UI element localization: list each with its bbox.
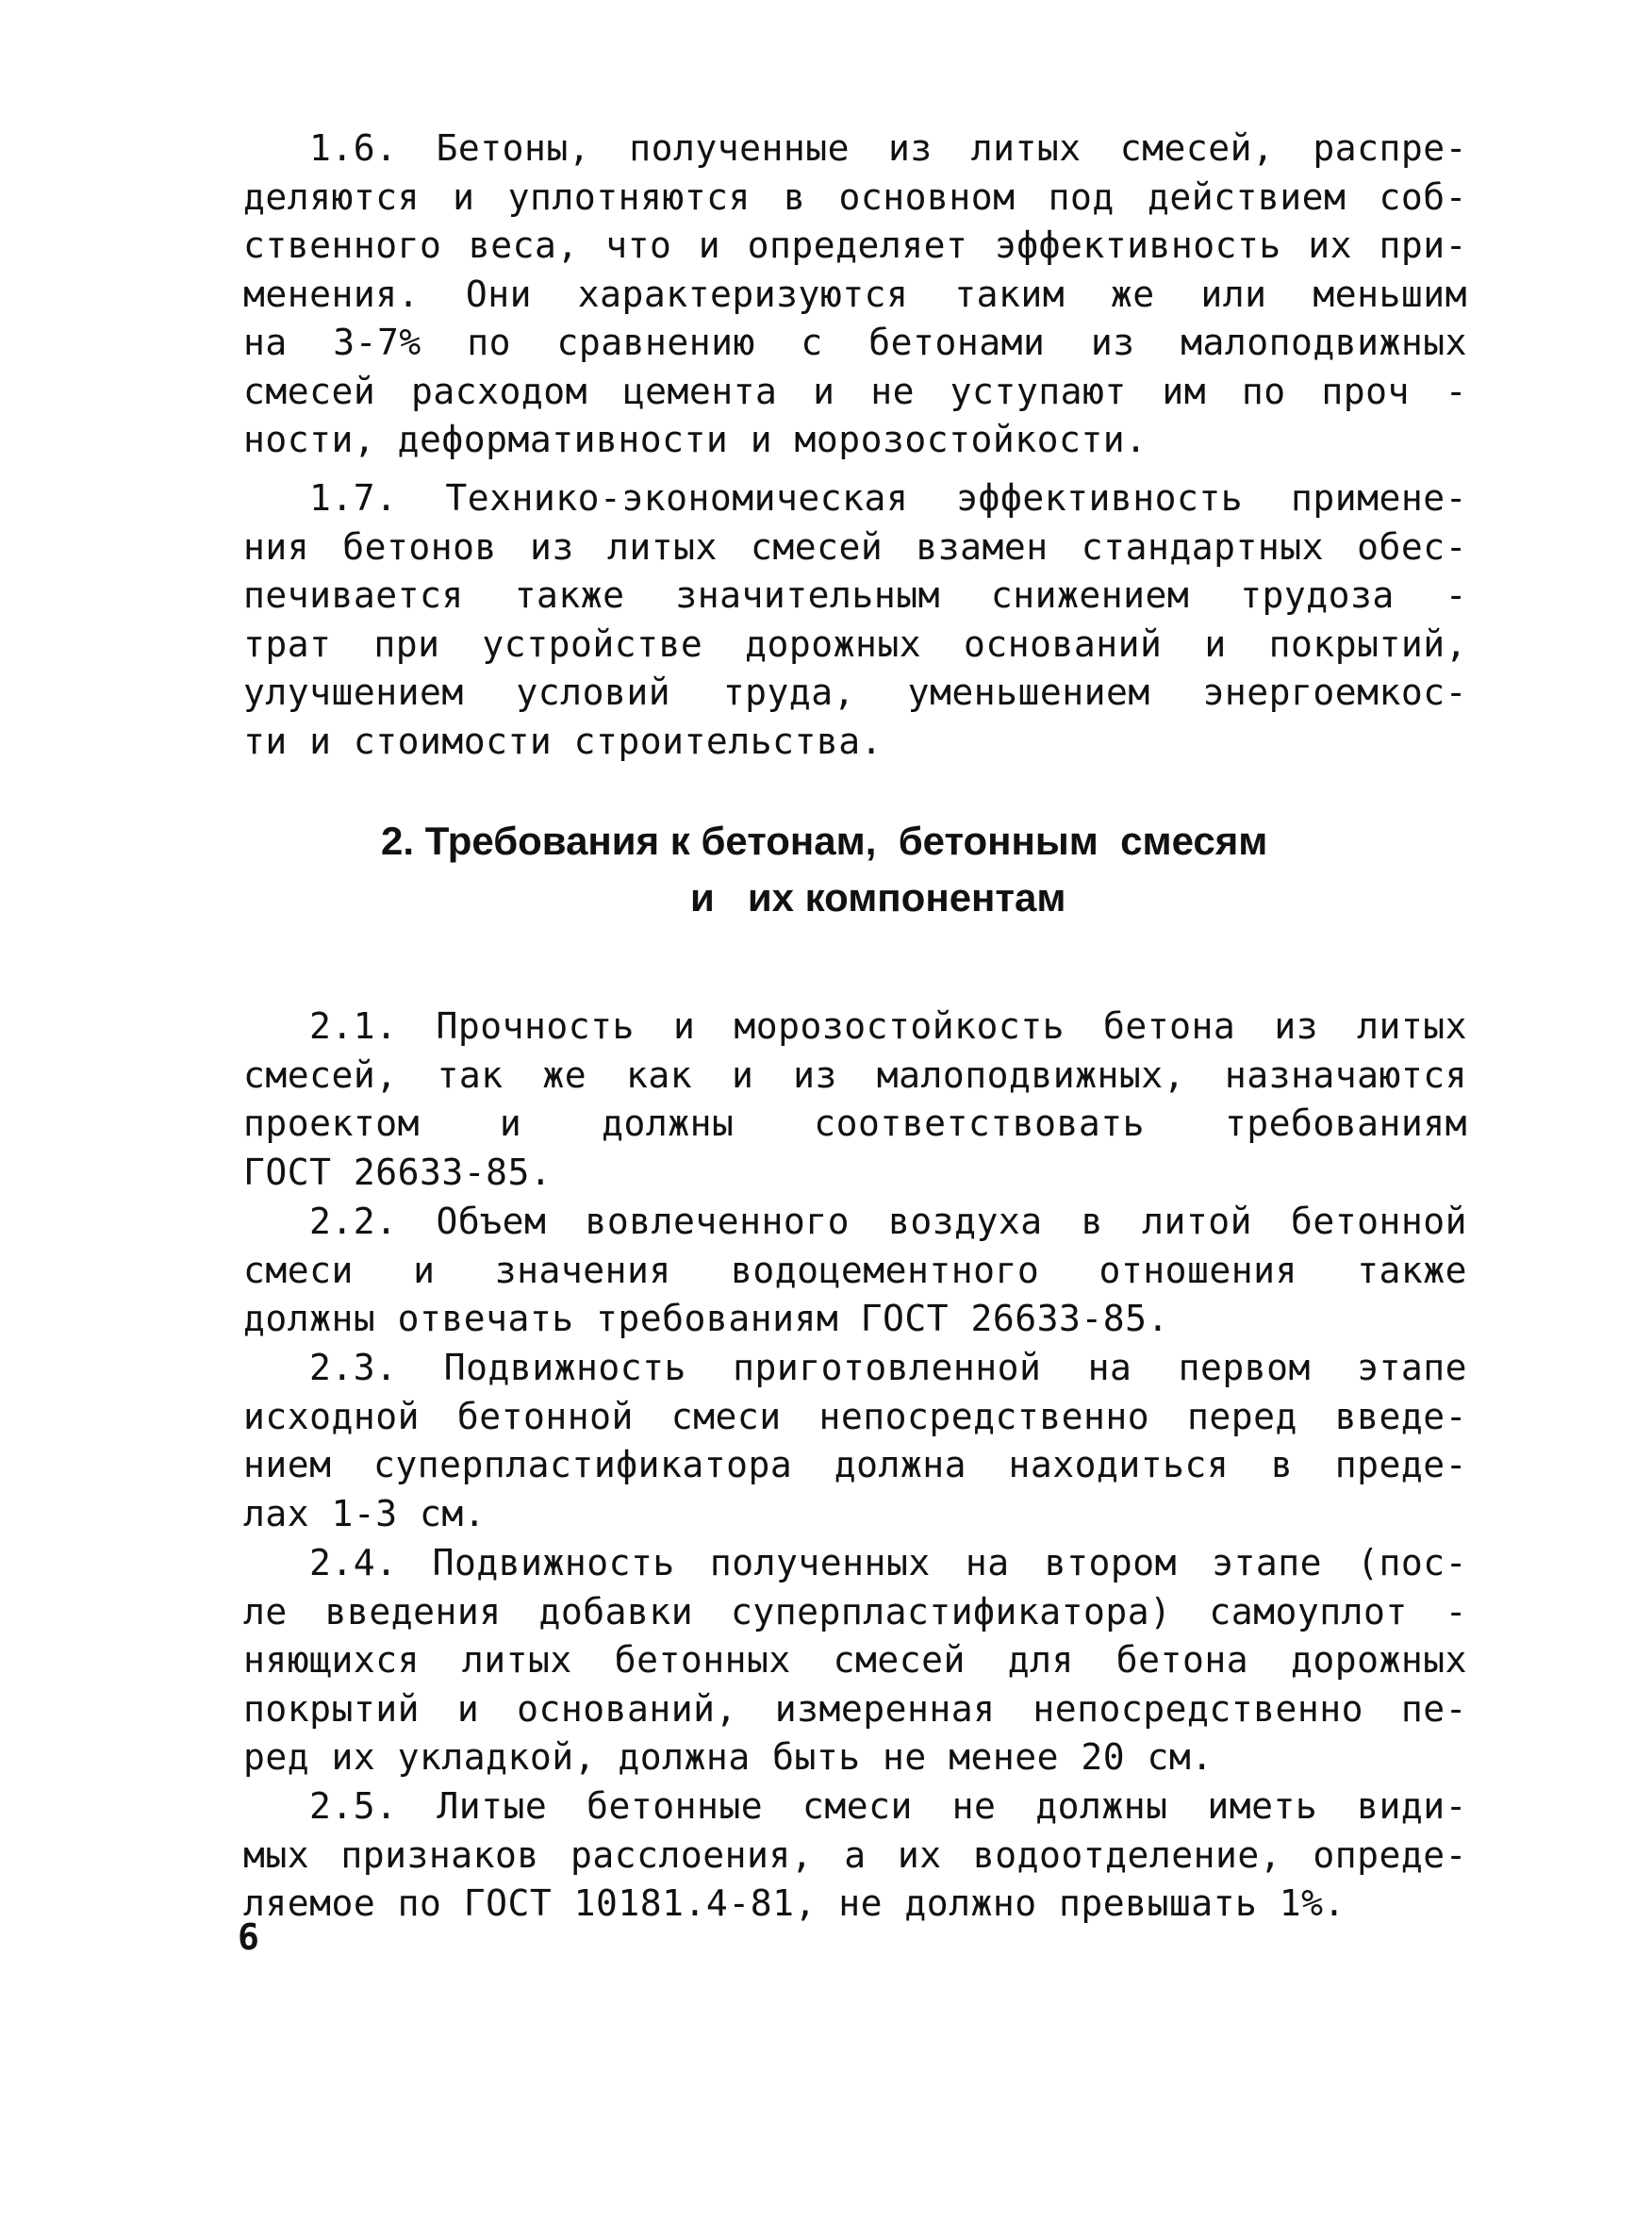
text-line: покрытий и оснований, измеренная непосредственно пе- [243,1687,1467,1730]
paragraph-2-1 [243,1003,1467,1197]
text-line: 2.5. Литые бетонные смеси не должны иметь види- [309,1785,1467,1827]
text-line: ственного веса, что и определяет эффективность их при- [243,224,1467,266]
text-line: улучшением условий труда, уменьшением энергоемкос- [243,671,1467,713]
paragraph-2-5 [243,1782,1467,1929]
text-line: менения. Они характеризуются таким же или меньшим [243,273,1467,315]
text-line: проектом и должны соответствовать требованиям [243,1102,1467,1144]
text-line: трат при устройстве дорожных оснований и покрытий, [243,622,1467,665]
text-line: смесей, так же как и из малоподвижных, назначаются [243,1053,1467,1096]
text-line: 2.2. Объем вовлеченного воздуха в литой бетонной [309,1201,1467,1242]
text-line: лах 1-3 см. [243,1492,487,1534]
text-line: 2.3. Подвижность приготовленной на первом этапе [309,1347,1467,1388]
text-line: ГОСТ 26633-85. [243,1151,553,1193]
text-line: смеси и значения водоцементного отношения также [243,1249,1467,1291]
paragraph-2-4 [243,1539,1467,1782]
text-line: няющихся литых бетонных смесей для бетона дорожных [243,1639,1467,1681]
text-line: ности, деформативности и морозостойкости. [243,419,1148,460]
text-line: должны отвечать требованиям ГОСТ 26633-85. [243,1298,1169,1339]
text-line: нием суперпластификатора должна находиться в преде- [243,1444,1467,1485]
text-line: ляемое по ГОСТ 10181.4-81, не должно превышать 1%. [243,1882,1346,1924]
text-line: ти и стоимости строительства. [243,720,883,762]
text-line: исходной бетонной смеси непосредственно перед введе- [243,1395,1467,1437]
text-line: деляются и уплотняются в основном под действием соб- [243,175,1467,218]
text-line: смесей расходом цемента и не уступают им по проч - [243,370,1467,412]
text-line: на 3-7% по сравнению с бетонами из малоподвижных [243,322,1467,363]
text-line: ле введения добавки суперпластификатора) самоуплот - [243,1590,1467,1633]
paragraph-2-2 [243,1198,1467,1344]
heading-line: и их компонентам [690,875,1066,920]
text-line: мых признаков расслоения, а их водоотделение, опреде- [243,1833,1467,1876]
text-line: 1.7. Технико-экономическая эффективность примене- [309,477,1467,519]
section-heading [243,813,1467,926]
text-line: печивается также значительным снижением трудоза - [243,574,1467,616]
text-line: 2.1. Прочность и морозостойкость бетона из литых [309,1005,1467,1047]
text-line: 1.6. Бетоны, полученные из литых смесей, распре- [309,127,1467,169]
page-number: 6 [238,1916,259,1958]
paragraph-1-6 [243,124,1467,465]
paragraph-2-3 [243,1344,1467,1538]
text-line: ред их укладкой, должна быть не менее 20 см. [243,1736,1214,1778]
text-line: 2.4. Подвижность полученных на втором этапе (пос- [309,1542,1467,1583]
paragraph-1-7 [243,474,1467,766]
text-line: ния бетонов из литых смесей взамен стандартных обес- [243,525,1467,568]
heading-line: 2. Требования к бетонам, бетонным смесям [381,819,1268,863]
